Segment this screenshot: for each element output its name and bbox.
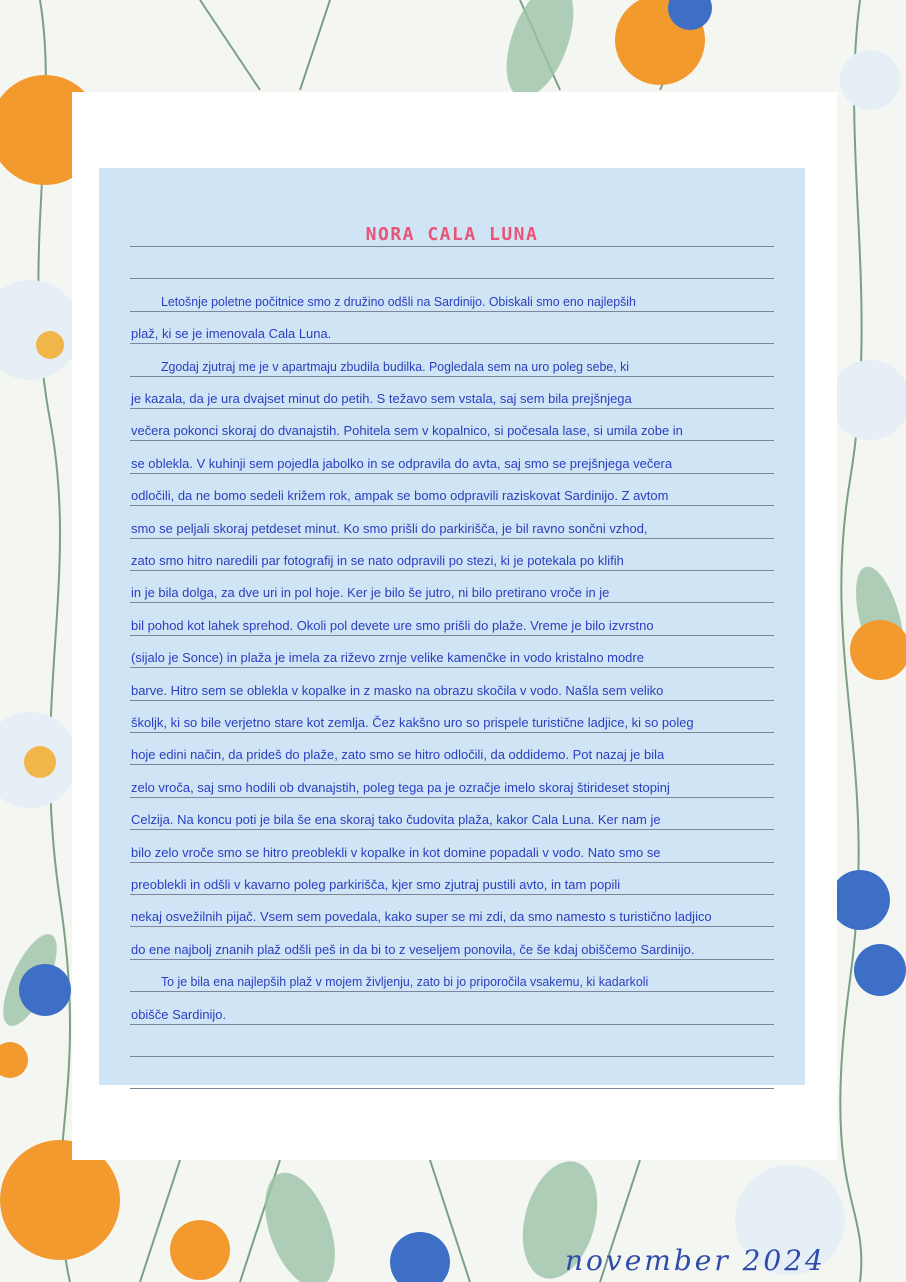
ruled-line — [130, 602, 774, 603]
ruled-line — [130, 1056, 774, 1057]
ruled-line — [130, 797, 774, 798]
essay-line: hoje edini način, da prideš do plaže, zato smo se hitro odločili, da oddidemo. Pot nazaj je bila — [131, 747, 665, 763]
ruled-line — [130, 1024, 774, 1025]
ruled-line — [130, 862, 774, 863]
ruled-line — [130, 700, 774, 701]
essay-line: To je bila ena najlepših plaž v mojem življenju, zato bi jo priporočila vsakemu, ki kadarkoli — [161, 974, 649, 990]
ruled-line — [130, 764, 774, 765]
footer-date: november 2024 — [565, 1244, 826, 1277]
essay-line: obišče Sardinijo. — [131, 1006, 227, 1022]
ruled-line — [130, 473, 774, 474]
essay-line: se oblekla. V kuhinji sem pojedla jabolko in se odpravila do avta, saj smo se prejšnjega večera — [131, 455, 673, 471]
essay-line: je kazala, da je ura dvajset minut do petih. S težavo sem vstala, saj sem bila prejšnjega — [131, 391, 632, 406]
essay-line: Celzija. Na koncu poti je bila še ena skoraj tako čudovita plaža, kakor Cala Luna. Ker nam je — [131, 812, 661, 828]
ruled-line — [130, 635, 774, 636]
essay-line: barve. Hitro sem se oblekla v kopalke in z masko na obrazu skočila v vodo. Našla sem veliko — [131, 682, 664, 698]
ruled-line — [130, 667, 774, 668]
essay-line: zelo vroča, saj smo hodili ob dvanajstih, poleg tega pa je ozračje imelo skoraj štirideset stopinj — [131, 779, 670, 795]
ruled-line — [130, 570, 774, 571]
ruled-line — [130, 894, 774, 895]
ruled-line — [130, 1088, 774, 1089]
essay-line: zato smo hitro naredili par fotografij in se nato odpravili po stezi, ki je potekala po klifih — [131, 553, 624, 568]
ruled-line — [130, 246, 774, 247]
ruled-line — [130, 408, 774, 409]
essay-line: večera pokonci skoraj do dvanajstih. Pohitela sem v kopalnico, si počesala lase, si umila zobe in — [131, 423, 683, 439]
ruled-line — [130, 732, 774, 733]
essay-line: plaž, ki se je imenovala Cala Luna. — [131, 326, 332, 342]
essay-line: do ene najbolj znanih plaž odšli peš in da bi to z veseljem ponovila, če še kdaj obiščemo Sardinijo. — [131, 941, 695, 957]
essay-line: nekaj osvežilnih pijač. Vsem sem povedala, kako super se mi zdi, da smo namesto s turistično ladjico — [131, 909, 712, 925]
essay-line: školjk, ki so bile verjetno stare kot zemlja. Čez kakšno uro so prispele turistične ladjice, ki so poleg — [131, 715, 694, 730]
essay-line: Zgodaj zjutraj me je v apartmaju zbudila budilka. Pogledala sem na uro poleg sebe, ki — [161, 358, 630, 374]
ruled-line — [130, 376, 774, 377]
lined-paper — [99, 168, 805, 1085]
essay-line: bil pohod kot lahek sprehod. Okoli pol devete ure smo prišli do plaže. Vreme je bilo izvrstno — [131, 617, 654, 633]
essay-line: smo se peljali skoraj petdeset minut. Ko smo prišli do parkirišča, je bil ravno sončni vzhod, — [131, 520, 648, 536]
ruled-line — [130, 829, 774, 830]
ruled-line — [130, 926, 774, 927]
ruled-line — [130, 343, 774, 344]
essay-line: Letošnje poletne počitnice smo z družino odšli na Sardinijo. Obiskali smo eno najlepših — [161, 293, 636, 309]
ruled-line — [130, 440, 774, 441]
ruled-line — [130, 538, 774, 539]
ruled-line — [130, 278, 774, 279]
ruled-line — [130, 959, 774, 960]
ruled-line — [130, 991, 774, 992]
ruled-line — [130, 505, 774, 506]
essay-line: preoblekli in odšli v kavarno poleg parkirišča, kjer smo zjutraj pustili avto, in tam popili — [131, 877, 621, 892]
essay-line: (sijalo je Sonce) in plaža je imela za riževo zrnje velike kamenčke in vodo kristalno modre — [131, 650, 644, 666]
essay-line: bilo zelo vroče smo se hitro preoblekli v kopalke in kot domine popadali v vodo. Nato smo se — [131, 844, 661, 860]
essay-line: odločili, da ne bomo sedeli križem rok, ampak se bomo odpravili raziskovat Sardinijo. Z avtom — [131, 488, 669, 504]
ruled-line — [130, 311, 774, 312]
essay-line: in je bila dolga, za dve uri in pol hoje. Ker je bilo še jutro, ni bilo pretirano vroče in je — [131, 585, 610, 601]
essay-title: NORA CALA LUNA — [365, 224, 539, 245]
